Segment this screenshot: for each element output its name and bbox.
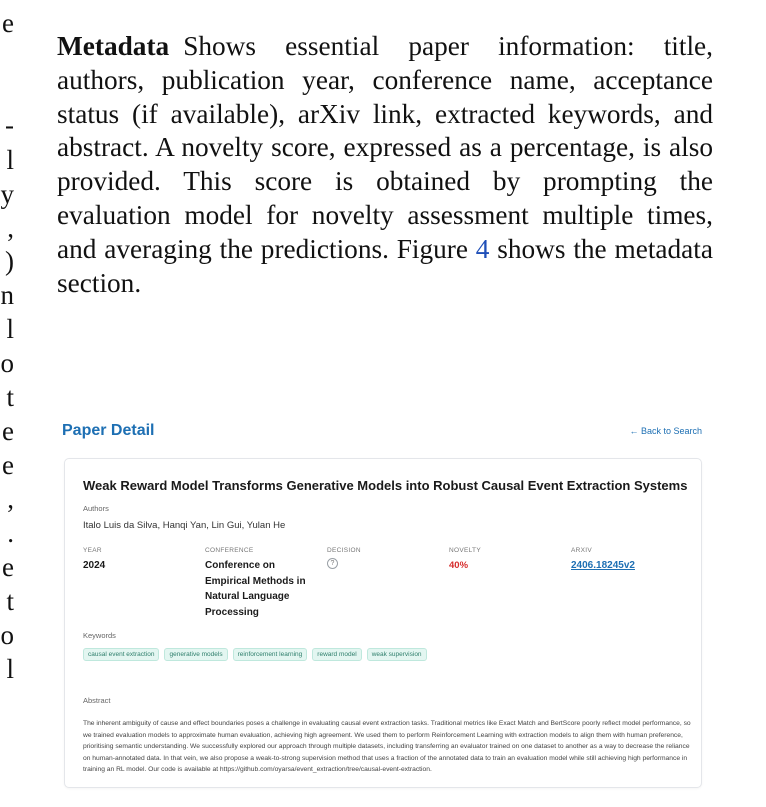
arxiv-link[interactable]: 2406.18245v2 [571, 560, 635, 571]
left-fragment: n [0, 280, 14, 310]
authors-value: Italo Luis da Silva, Hanqi Yan, Lin Gui, Yulan He [83, 520, 286, 531]
conference-value: Conference on Empirical Methods in Natural Language Processing [205, 560, 306, 618]
keywords-label: Keywords [83, 631, 116, 640]
left-column-fragment [0, 0, 18, 807]
paragraph-text: Shows essential paper information: title, authors, publication year, conference name, acceptance status (if available), arXiv link, extracted keywords, and abstract. A novelty score, expressed as a percentage, is also provided. This score is obtained by prompting the evaluation model for novelty assessment multiple times, and averaging the predictions. Figure [57, 31, 713, 264]
left-fragment: ) [5, 246, 14, 276]
abstract-label: Abstract [83, 696, 111, 705]
left-fragment: l [6, 314, 14, 344]
keyword-chip[interactable]: generative models [164, 648, 227, 661]
left-fragment: e [2, 552, 14, 582]
year-value: 2024 [83, 560, 106, 571]
left-fragment: e [2, 450, 14, 480]
figure-reference-link[interactable]: 4 [475, 233, 490, 264]
keyword-chip[interactable]: reinforcement learning [233, 648, 308, 661]
help-circle-icon: ? [327, 558, 338, 569]
paragraph-label: Metadata [57, 31, 170, 61]
left-fragment: l [6, 145, 14, 175]
year-label: YEAR [83, 547, 102, 554]
left-fragment: , [7, 213, 14, 243]
left-fragment: e [2, 8, 14, 38]
left-fragment: o [0, 348, 14, 378]
paper-detail-card [64, 458, 702, 788]
decision-label: DECISION [327, 547, 361, 554]
paper-title: Weak Reward Model Transforms Generative Models into Robust Causal Event Extraction Systems [83, 478, 688, 493]
novelty-score: 40% [449, 560, 469, 571]
paragraph-text-end: shows the metadata section. [57, 233, 713, 298]
novelty-label: NOVELTY [449, 547, 481, 554]
keyword-chips [83, 648, 427, 661]
left-fragment: . [7, 518, 14, 548]
left-fragment: t [6, 586, 14, 616]
keyword-chip[interactable]: causal event extraction [83, 648, 159, 661]
figure-screenshot [62, 418, 702, 790]
left-fragment: y [0, 179, 14, 209]
left-fragment: - [5, 110, 14, 140]
arxiv-label: ARXIV [571, 547, 593, 554]
left-fragment: o [0, 620, 14, 650]
authors-label: Authors [83, 504, 109, 513]
abstract-text: The inherent ambiguity of cause and effect boundaries poses a challenge in evaluating causal event extraction tasks. Traditional metrics like Exact Match and BertScore poorly reflect model performance, so we trained evaluation models to approximate human evaluation, achieving high agreement. We used them to perform Reinforcement Learning with extraction models to align them with human preference, prioritising semantic understanding. We successfully explored our approach through multiple datasets, including transferring an evaluator trained on one dataset to another as a way to decrease the reliance on human-annotated data. In that vein, we also propose a weak-to-strong supervision method that uses a fraction of the annotated data to train an evaluation model while still achieving high performance in training an RL model. Our code is available at https://github.com/oyarsa/event_extraction/tree/causal-event-extraction. [83, 720, 691, 774]
left-fragment: l [6, 654, 14, 684]
keyword-chip[interactable]: weak supervision [367, 648, 427, 661]
left-fragment: e [2, 416, 14, 446]
keyword-chip[interactable]: reward model [312, 648, 361, 661]
metadata-paragraph [57, 30, 713, 300]
left-fragment: , [7, 484, 14, 514]
conference-label: CONFERENCE [205, 547, 254, 554]
left-fragment: t [6, 382, 14, 412]
page-title: Paper Detail [62, 422, 155, 439]
back-to-search-link[interactable]: ← Back to Search [629, 426, 702, 436]
